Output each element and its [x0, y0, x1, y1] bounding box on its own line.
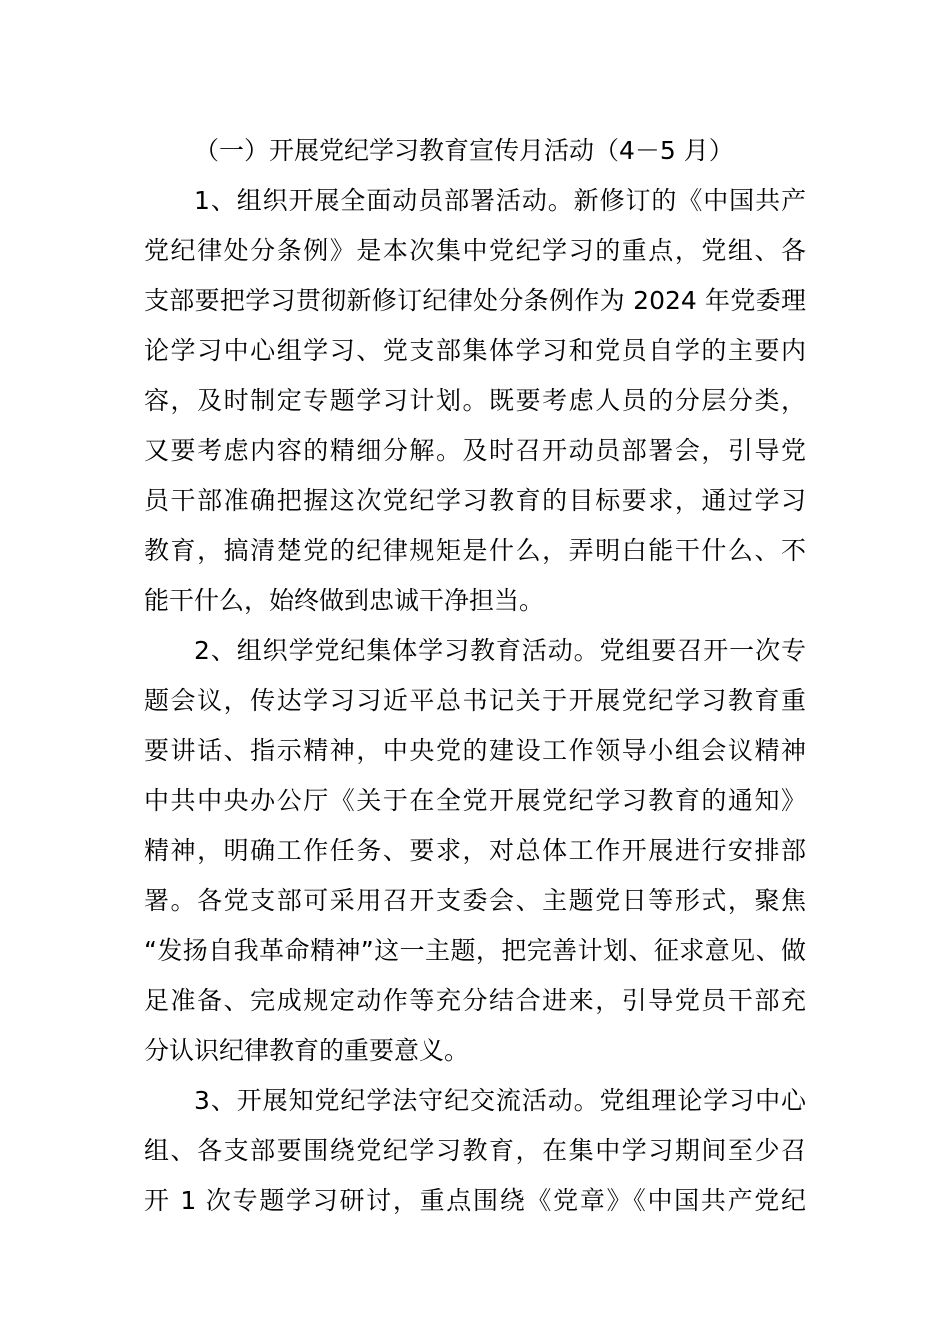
document-body — [144, 126, 806, 1226]
paragraph-line: 精神，明确工作任务、要求，对总体工作开展进行安排部 — [144, 836, 806, 865]
paragraph-line: 署。各党支部可采用召开支委会、主题党日等形式，聚焦 — [144, 886, 806, 915]
paragraph-1 — [144, 176, 806, 626]
paragraph-line: 党纪律处分条例》是本次集中党纪学习的重点，党组、各 — [144, 236, 806, 265]
paragraph-line: 开 1 次专题学习研讨，重点围绕《党章》《中国共产党纪 — [144, 1186, 806, 1215]
paragraph-line: 中共中央办公厅《关于在全党开展党纪学习教育的通知》 — [144, 786, 806, 815]
paragraph-line: 论学习中心组学习、党支部集体学习和党员自学的主要内 — [144, 336, 806, 365]
paragraph-line: 支部要把学习贯彻新修订纪律处分条例作为 2024 年党委理 — [144, 286, 806, 315]
paragraph-line: 组、各支部要围绕党纪学习教育，在集中学习期间至少召 — [144, 1136, 806, 1165]
paragraph-line: 足准备、完成规定动作等充分结合进来，引导党员干部充 — [144, 986, 806, 1015]
paragraph-line: 员干部准确把握这次党纪学习教育的目标要求，通过学习 — [144, 486, 806, 515]
paragraph-line: 题会议，传达学习习近平总书记关于开展党纪学习教育重 — [144, 686, 806, 715]
paragraph-line: 要讲话、指示精神，中央党的建设工作领导小组会议精神 — [144, 736, 806, 765]
paragraph-line: 2、组织学党纪集体学习教育活动。党组要召开一次专 — [194, 636, 806, 665]
paragraph-line: “发扬自我革命精神”这一主题，把完善计划、征求意见、做 — [144, 936, 806, 965]
paragraph-line: 能干什么，始终做到忠诚干净担当。 — [144, 586, 545, 615]
paragraph-2 — [144, 626, 806, 1076]
paragraph-3 — [144, 1076, 806, 1226]
section-heading: （一）开展党纪学习教育宣传月活动（4－5 月） — [194, 136, 734, 165]
paragraph-line: 3、开展知党纪学法守纪交流活动。党组理论学习中心 — [194, 1086, 806, 1115]
paragraph-line: 教育，搞清楚党的纪律规矩是什么，弄明白能干什么、不 — [144, 536, 806, 565]
paragraph-line: 又要考虑内容的精细分解。及时召开动员部署会，引导党 — [144, 436, 806, 465]
paragraph-line: 容，及时制定专题学习计划。既要考虑人员的分层分类， — [144, 386, 806, 415]
paragraph-line: 1、组织开展全面动员部署活动。新修订的《中国共产 — [194, 186, 806, 215]
paragraph-line: 分认识纪律教育的重要意义。 — [144, 1036, 470, 1065]
